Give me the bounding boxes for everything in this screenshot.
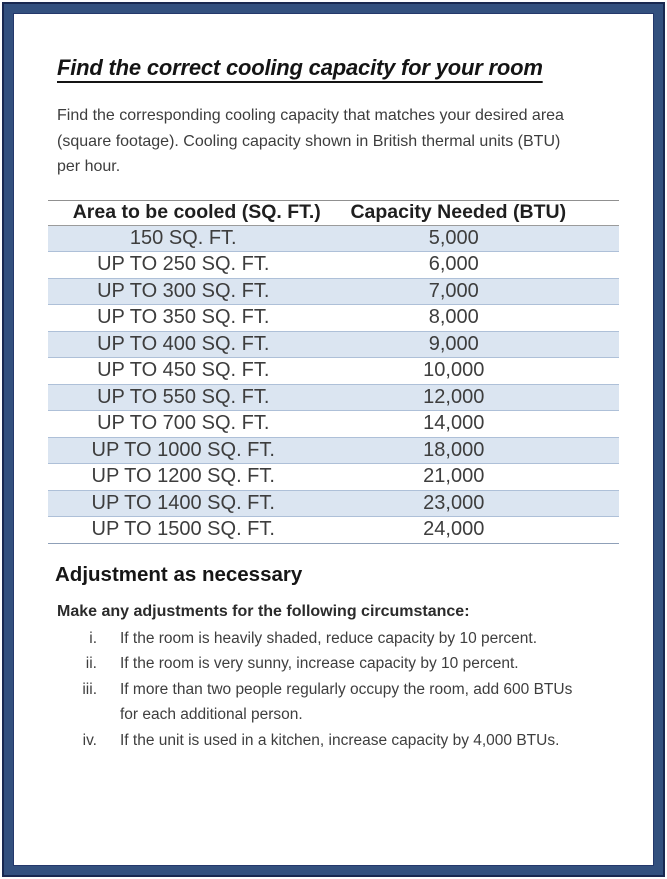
adjustment-list-item [57,651,610,677]
capacity-cell: 8,000 [428,306,479,329]
adjustment-section-heading: Adjustment as necessary [55,562,303,586]
capacity-cell: 21,000 [423,465,485,488]
page-border-band [4,4,663,875]
page-title: Find the correct cooling capacity for your room [57,55,543,80]
table-header-row [48,200,619,226]
list-item-text: If more than two people regularly occupy the room, add 600 BTUs for each additional person. [120,680,573,723]
adjustments-lead: Make any adjustments for the following circumstance: [57,602,470,620]
table-row [48,252,619,279]
table-row [48,491,619,518]
area-cell: UP TO 550 SQ. FT. [97,385,270,408]
area-cell: UP TO 250 SQ. FT. [97,253,270,276]
capacity-cell: 6,000 [428,253,479,276]
table-row [48,517,619,544]
list-item-roman-marker: ii. [85,655,97,672]
list-item-roman-marker: iv. [82,731,97,749]
table-row [48,305,619,332]
area-cell: UP TO 350 SQ. FT. [97,306,270,329]
table-row [48,279,619,306]
list-item-text: If the room is heavily shaded, reduce capacity by 10 percent. [120,629,538,647]
capacity-cell: 23,000 [423,491,485,514]
capacity-cell: 12,000 [423,385,485,408]
table-row [48,411,619,438]
cooling-capacity-table [48,200,619,544]
table-row [48,332,619,359]
page-content [13,55,654,879]
capacity-cell: 7,000 [428,279,479,302]
area-cell: UP TO 300 SQ. FT. [97,279,270,302]
adjustment-list-item [57,677,610,728]
table-body [48,226,619,544]
adjustment-list-item [57,728,610,754]
capacity-cell: 18,000 [423,438,485,461]
area-cell: UP TO 1500 SQ. FT. [91,518,275,541]
table-row [48,358,619,385]
list-item-roman-marker: iii. [82,680,97,698]
capacity-cell: 24,000 [423,518,485,541]
table-row [48,464,619,491]
area-cell: UP TO 1000 SQ. FT. [91,438,275,461]
area-cell: UP TO 1200 SQ. FT. [91,465,275,488]
intro-paragraph: Find the corresponding cooling capacity that matches your desired area (square footage). Cooling capacity shown in British thermal units (BTU) per hour. [57,107,564,175]
capacity-cell: 10,000 [423,359,485,382]
table-row [48,226,619,253]
column-header-capacity: Capacity Needed (BTU) [350,201,567,223]
capacity-cell: 5,000 [428,226,479,249]
area-cell: UP TO 700 SQ. FT. [97,412,270,435]
adjustments-list [57,626,610,754]
adjustment-list-item [57,626,610,652]
table-row [48,385,619,412]
area-cell: UP TO 1400 SQ. FT. [91,491,275,514]
page-border-outer [2,2,665,877]
area-cell: 150 SQ. FT. [129,226,237,249]
list-item-roman-marker: i. [89,629,97,647]
capacity-cell: 9,000 [428,332,479,355]
list-item-text: If the unit is used in a kitchen, increase capacity by 4,000 BTUs. [120,731,560,749]
capacity-cell: 14,000 [423,412,485,435]
table-row [48,438,619,465]
area-cell: UP TO 400 SQ. FT. [97,332,270,355]
list-item-text: If the room is very sunny, increase capacity by 10 percent. [120,655,519,672]
column-header-area: Area to be cooled (SQ. FT.) [72,201,321,223]
area-cell: UP TO 450 SQ. FT. [97,359,270,382]
